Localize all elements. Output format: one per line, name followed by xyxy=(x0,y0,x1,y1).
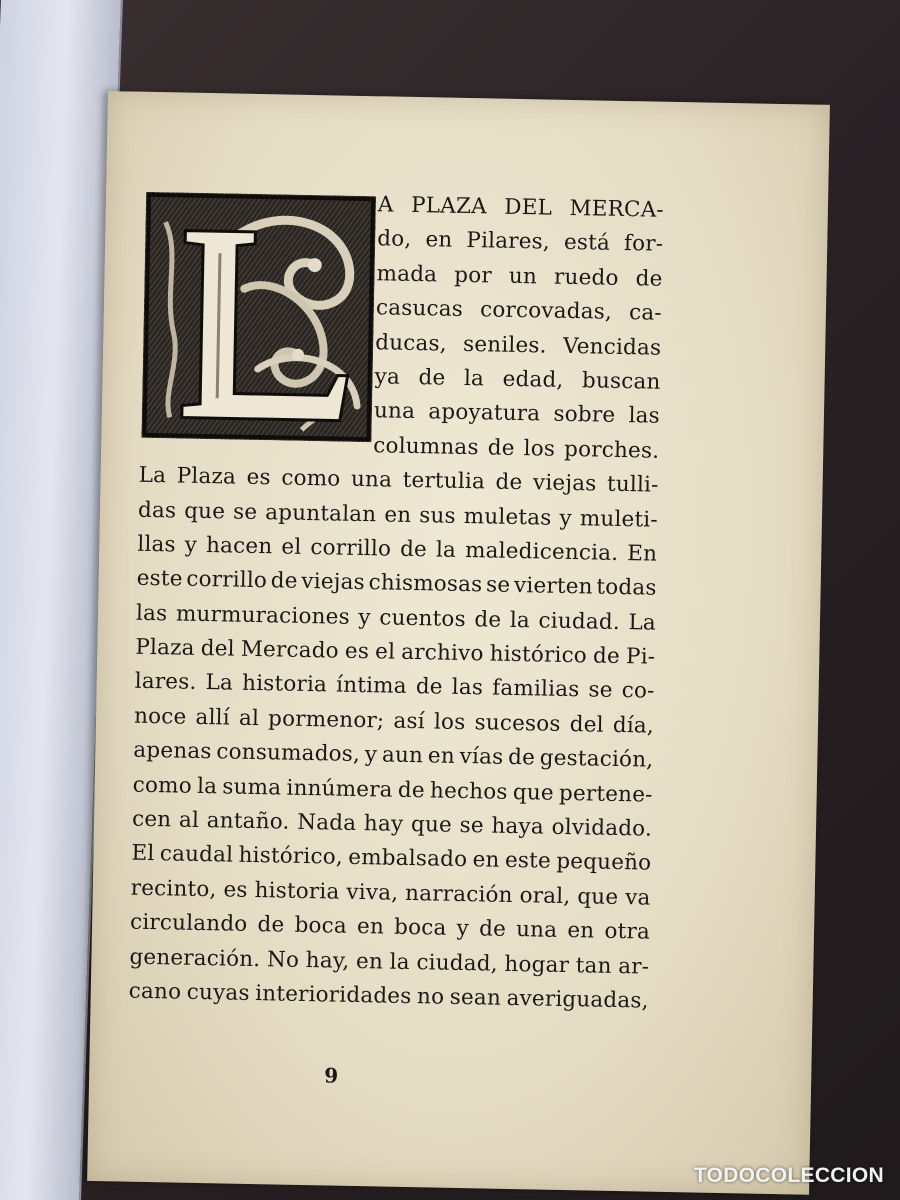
word: edad, xyxy=(502,366,564,393)
word: tertulia xyxy=(402,467,486,495)
word: ducas, xyxy=(375,329,448,357)
word: A xyxy=(377,192,394,218)
word: todas xyxy=(596,574,657,601)
word: como xyxy=(281,465,341,492)
word: ciudad. xyxy=(538,608,621,635)
word: La xyxy=(205,670,234,697)
word: en xyxy=(427,743,456,770)
word: en xyxy=(384,501,412,528)
word: columnas xyxy=(373,432,479,460)
word: maledicencia. xyxy=(464,537,619,566)
word: íntima xyxy=(335,673,408,700)
word: lares. xyxy=(134,669,197,696)
word: corrillo xyxy=(186,566,268,594)
word: for- xyxy=(623,231,664,258)
word: Nada xyxy=(296,809,357,836)
word: noce xyxy=(133,703,187,730)
word: y xyxy=(559,505,573,531)
word: apoyatura xyxy=(428,399,541,427)
word: La xyxy=(138,462,167,489)
word: La xyxy=(628,609,657,636)
word: la xyxy=(196,773,218,799)
word: sobre xyxy=(553,402,616,429)
word: hacen xyxy=(205,532,273,560)
word: en xyxy=(356,914,385,940)
word: este xyxy=(504,848,552,875)
word: de xyxy=(270,568,298,595)
word: sucesos xyxy=(474,710,561,737)
word: generación. xyxy=(129,944,261,972)
word: una xyxy=(373,398,416,425)
word: viva, xyxy=(346,879,399,906)
word: El xyxy=(131,841,155,867)
word: está xyxy=(563,230,611,257)
word: en xyxy=(355,948,384,975)
word: boca xyxy=(393,914,447,941)
word: averiguadas, xyxy=(506,985,649,1014)
word: ya xyxy=(374,364,401,390)
word: do, xyxy=(377,226,412,253)
word: historia xyxy=(241,671,328,698)
word: hogar xyxy=(504,951,570,978)
word: chismosas xyxy=(368,570,483,598)
word: ruedo xyxy=(553,264,619,291)
word: porches. xyxy=(563,436,660,464)
word: la xyxy=(389,949,411,975)
word: de xyxy=(474,606,502,633)
word: las xyxy=(628,403,661,430)
word: co- xyxy=(621,678,655,705)
word: sean xyxy=(449,984,502,1011)
word: vierten xyxy=(513,573,593,600)
word: olvidado. xyxy=(551,814,653,842)
word: das xyxy=(137,497,177,523)
book-page xyxy=(87,91,830,1195)
word: el xyxy=(374,639,396,665)
word: innúmera xyxy=(286,775,393,803)
word: interioridades xyxy=(254,981,412,1010)
word: de xyxy=(478,916,507,943)
word: llas xyxy=(137,531,177,558)
word: en xyxy=(425,227,453,254)
word: oral, xyxy=(519,882,571,909)
word: circulando xyxy=(129,909,248,938)
word: de xyxy=(592,643,621,670)
word: así xyxy=(393,708,426,735)
word: en xyxy=(472,847,500,874)
word: es xyxy=(246,464,272,491)
word: otra xyxy=(604,918,651,945)
word: apenas xyxy=(133,737,212,765)
word: es xyxy=(223,877,248,903)
word: histórico xyxy=(489,641,588,669)
word: en xyxy=(567,918,595,944)
word: se xyxy=(232,499,258,525)
word: cuentos xyxy=(379,605,467,632)
word: histórico, xyxy=(238,843,344,871)
word: de xyxy=(399,536,428,563)
word: la xyxy=(463,365,485,392)
word: por xyxy=(454,262,493,289)
word: va xyxy=(624,884,651,911)
word: cano xyxy=(128,978,182,1005)
word: cuyas xyxy=(186,979,250,1006)
word: la xyxy=(435,537,457,563)
word: No xyxy=(266,946,300,973)
word: del xyxy=(200,636,235,662)
word: y xyxy=(358,604,372,630)
word: y xyxy=(456,916,470,942)
word: caudal xyxy=(159,841,234,869)
word: una xyxy=(515,917,558,944)
word: murmuraciones xyxy=(175,601,351,630)
word: muletas xyxy=(463,503,552,531)
word: se xyxy=(485,572,511,599)
word: viejas xyxy=(532,470,597,497)
word: las xyxy=(451,675,484,701)
word: muleti- xyxy=(579,505,659,533)
word: Pi- xyxy=(625,644,656,670)
word: las xyxy=(135,600,168,626)
word: de xyxy=(418,365,446,391)
word: gestación, xyxy=(539,745,654,773)
word: que xyxy=(410,812,453,838)
word: este xyxy=(136,566,183,592)
word: archivo xyxy=(401,639,484,667)
word: familias xyxy=(491,676,580,703)
word: del xyxy=(569,711,604,738)
word: un xyxy=(508,263,538,290)
word: día, xyxy=(612,712,655,739)
word: cen xyxy=(131,806,172,833)
word: se xyxy=(459,812,485,839)
word: En xyxy=(627,541,658,567)
word: pormenor; xyxy=(267,706,385,734)
word: como xyxy=(132,772,193,799)
word: historia xyxy=(254,877,340,905)
word: Vencidas xyxy=(562,333,662,361)
word: mada xyxy=(376,261,438,288)
word: el xyxy=(281,534,302,560)
word: boca xyxy=(294,913,348,940)
word: que xyxy=(183,498,226,524)
word: corrillo xyxy=(310,534,392,562)
word: pertene- xyxy=(558,780,653,808)
word: se xyxy=(588,677,613,704)
word: tan xyxy=(575,952,612,979)
word: la xyxy=(509,607,531,633)
word: viejas xyxy=(301,569,366,596)
word: no xyxy=(416,984,445,1010)
word: aun xyxy=(381,742,424,769)
word: y xyxy=(184,532,198,558)
word: al xyxy=(178,807,200,833)
word: ciudad, xyxy=(416,949,499,977)
word: hay, xyxy=(305,947,350,974)
word: hay xyxy=(363,811,404,837)
word: al xyxy=(238,705,260,731)
word: una xyxy=(350,466,393,493)
word: de xyxy=(507,745,536,771)
word: MERCA- xyxy=(569,195,665,223)
word: los xyxy=(433,709,466,735)
word: es xyxy=(344,638,370,665)
word: narración xyxy=(404,880,513,908)
word: Plaza xyxy=(176,463,237,490)
word: tulli- xyxy=(606,471,659,498)
word: DEL xyxy=(504,194,553,221)
word: y xyxy=(364,742,378,768)
word: ca- xyxy=(628,300,663,326)
word: corcovadas, xyxy=(479,297,613,325)
word: apuntalan xyxy=(265,499,377,527)
word: seniles. xyxy=(462,331,547,359)
word: Pilares, xyxy=(466,228,551,255)
word: allí xyxy=(195,704,231,731)
watermark: TODOCOLECCION xyxy=(693,1164,884,1187)
word: buscan xyxy=(581,368,661,395)
word: PLAZA xyxy=(410,192,488,220)
word: antaño. xyxy=(206,808,290,835)
word: de xyxy=(397,777,426,803)
word: pequeño xyxy=(556,849,652,877)
word: embalsado xyxy=(348,845,468,873)
word: de xyxy=(635,266,663,292)
word: de xyxy=(495,469,523,496)
word: haya xyxy=(491,813,545,840)
word: consumados, xyxy=(216,739,361,768)
word: Mercado xyxy=(240,636,340,664)
word: sus xyxy=(419,502,457,529)
word: vías xyxy=(459,744,504,771)
word: recinto, xyxy=(130,875,217,903)
page-number: 9 xyxy=(324,1063,339,1088)
body-text xyxy=(128,184,664,1019)
word: que xyxy=(512,779,555,806)
word: suma xyxy=(222,774,282,801)
word: los xyxy=(523,435,556,462)
word: Plaza xyxy=(135,634,195,661)
word: hechos xyxy=(429,778,508,805)
word: de xyxy=(257,912,285,938)
word: ar- xyxy=(618,953,650,980)
word: de xyxy=(487,435,515,461)
word: que xyxy=(577,884,619,910)
word: casucas xyxy=(375,295,464,323)
word: de xyxy=(415,674,443,701)
